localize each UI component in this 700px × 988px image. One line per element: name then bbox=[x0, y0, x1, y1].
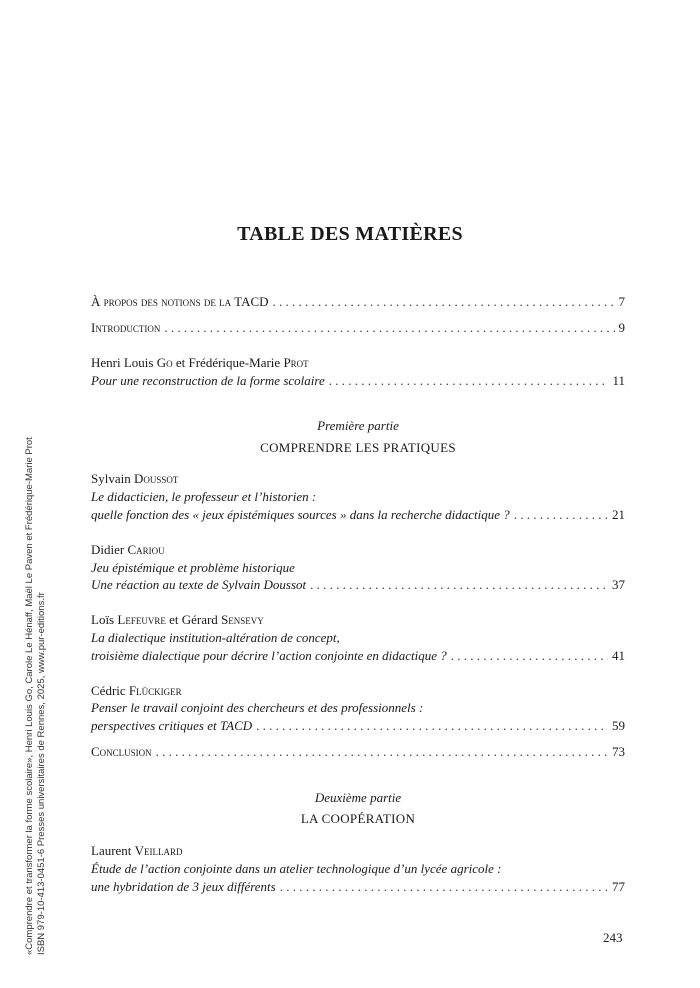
chapter-title-line: Jeu épistémique et problème historique bbox=[91, 560, 295, 575]
side-text-line: «Comprendre et transformer la forme scolaire», Henri Louis Go, Carole Le Hénaff, Maël Le Paven et Frédérique-Marie Prot bbox=[24, 437, 35, 955]
part-label: Première partie bbox=[317, 418, 399, 433]
side-text-line: ISBN 979-10-413-0451-6 Presses universitaires de Rennes, 2025, www.pur-editions.fr bbox=[36, 592, 47, 955]
toc-page-number: 7 bbox=[618, 294, 625, 309]
leader-dots bbox=[156, 744, 608, 760]
part-label: Deuxième partie bbox=[314, 790, 402, 805]
toc-entry-title: quelle fonction des « jeux épistémiques sources » dans la recherche didactique ? bbox=[91, 507, 510, 522]
toc-entry-lefeuvre[interactable] bbox=[91, 648, 625, 664]
toc-page-number: 77 bbox=[612, 879, 625, 894]
chapter-authors: Laurent Veillard bbox=[91, 843, 183, 858]
chapter-authors: Cédric Flückiger bbox=[91, 683, 182, 698]
toc-page-number: 21 bbox=[612, 507, 625, 522]
part-title: LA COOPÉRATION bbox=[300, 811, 416, 826]
chapter-title-line: Étude de l’action conjointe dans un atelier technologique d’un lycée agricole : bbox=[91, 861, 502, 876]
chapter-title-line: La dialectique institution-altération de concept, bbox=[91, 630, 340, 645]
chapter-authors: Loïs Lefeuvre et Gérard Sensevy bbox=[91, 612, 264, 627]
toc-entry-fluckiger[interactable] bbox=[91, 718, 625, 734]
toc-entry-title: Introduction bbox=[91, 320, 161, 335]
side-copyright-text bbox=[24, 5, 60, 955]
toc-entry-introduction[interactable] bbox=[91, 320, 625, 336]
toc-page-number: 41 bbox=[612, 648, 625, 663]
toc-entry-title: Pour une reconstruction de la forme scolaire bbox=[91, 373, 325, 388]
leader-dots bbox=[329, 373, 609, 389]
leader-dots bbox=[164, 320, 614, 336]
chapter-authors: Henri Louis Go et Frédérique-Marie Prot bbox=[91, 355, 309, 370]
leader-dots bbox=[451, 648, 608, 664]
leader-dots bbox=[273, 294, 615, 310]
toc-page-number: 11 bbox=[612, 373, 625, 388]
toc-entry-title: perspectives critiques et TACD bbox=[91, 718, 253, 733]
chapter-authors: Didier Cariou bbox=[91, 542, 165, 557]
leader-dots bbox=[514, 507, 608, 523]
leader-dots bbox=[310, 577, 608, 593]
toc-entry-title: troisième dialectique pour décrire l’action conjointe en didactique ? bbox=[91, 648, 447, 663]
toc-entry-veillard[interactable] bbox=[91, 879, 625, 895]
toc-page-number: 9 bbox=[618, 320, 625, 335]
toc-entry-conclusion[interactable] bbox=[91, 744, 625, 760]
page-number: 243 bbox=[603, 930, 623, 945]
leader-dots bbox=[256, 718, 608, 734]
chapter-title-line: Le didacticien, le professeur et l’historien : bbox=[91, 489, 317, 504]
toc-page-number: 59 bbox=[612, 718, 625, 733]
chapter-authors: Sylvain Doussot bbox=[91, 471, 179, 486]
toc-entry-doussot[interactable] bbox=[91, 507, 625, 523]
leader-dots bbox=[280, 879, 608, 895]
chapter-title-line: Penser le travail conjoint des chercheurs et des professionnels : bbox=[91, 700, 424, 715]
toc-entry-forme-scolaire[interactable] bbox=[91, 373, 625, 389]
toc-page-number: 37 bbox=[612, 577, 625, 592]
part-title: COMPRENDRE LES PRATIQUES bbox=[260, 440, 456, 455]
page-title: TABLE DES MATIÈRES bbox=[237, 223, 463, 245]
toc-page-number: 73 bbox=[612, 744, 625, 759]
toc-entry-title: Une réaction au texte de Sylvain Doussot bbox=[91, 577, 307, 592]
toc-entry-title: Conclusion bbox=[91, 744, 152, 759]
toc-entry-apropos[interactable] bbox=[91, 294, 625, 310]
toc-entry-title: une hybridation de 3 jeux différents bbox=[91, 879, 276, 894]
toc-entry-cariou[interactable] bbox=[91, 577, 625, 593]
toc-entry-title: À propos des notions de la TACD bbox=[91, 294, 269, 309]
